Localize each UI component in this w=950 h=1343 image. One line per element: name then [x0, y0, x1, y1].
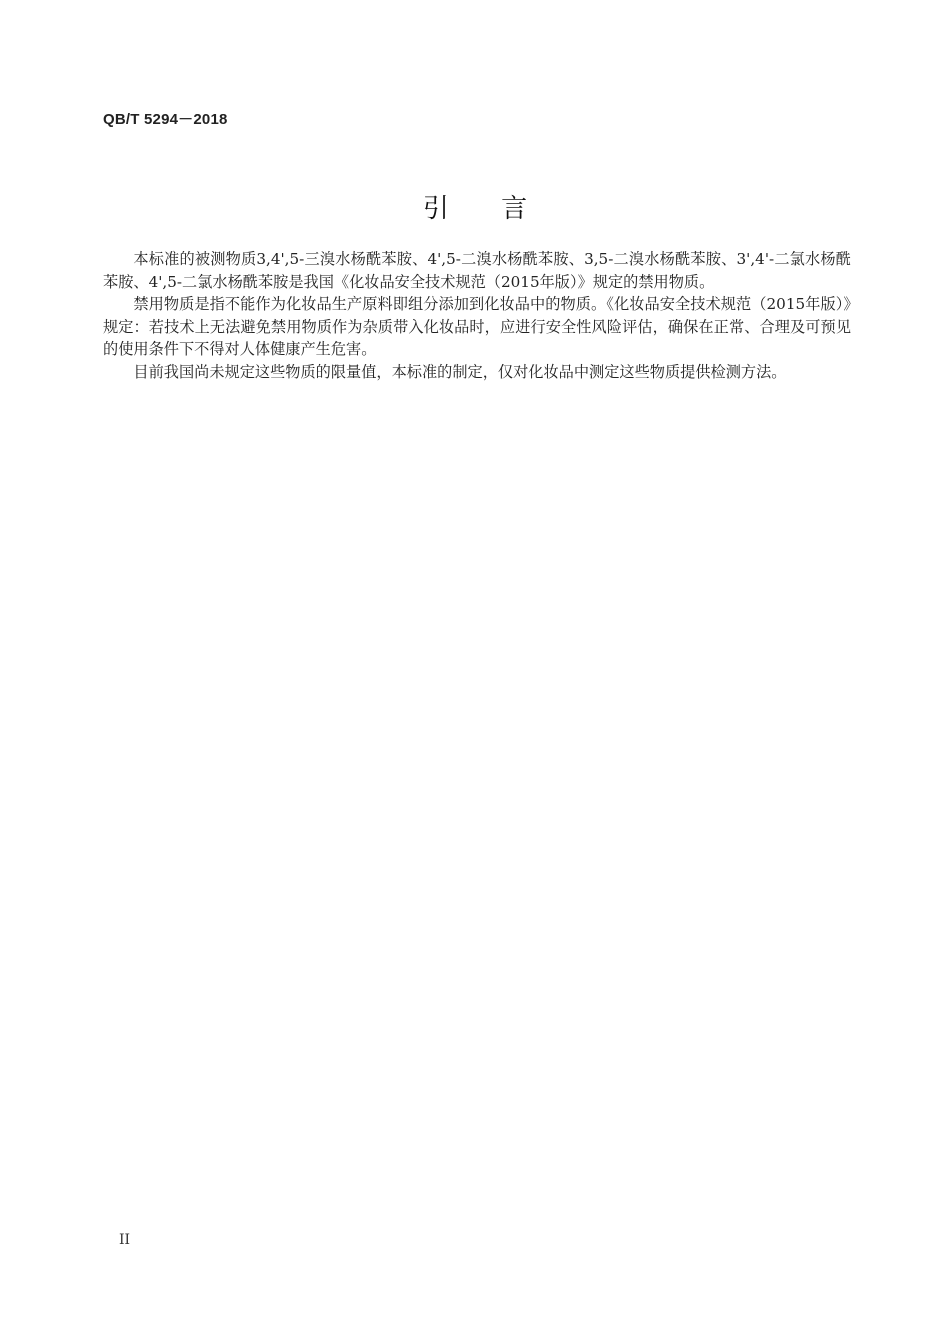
- paragraph-2: 禁用物质是指不能作为化妆品生产原料即组分添加到化妆品中的物质。《化妆品安全技术规范（2015年版）》规定：若技术上无法避免禁用物质作为杂质带入化妆品时，应进行安全性风险评估，确保在正常、合理及可预见的使用条件下不得对人体健康产生危害。: [103, 295, 851, 358]
- paragraph-3: 目前我国尚未规定这些物质的限量值，本标准的制定，仅对化妆品中测定这些物质提供检测方法。: [133, 362, 787, 381]
- section-heading: 引 言: [422, 194, 550, 224]
- standard-code: QB/T 5294－2018: [103, 111, 228, 128]
- paragraph-1: 本标准的被测物质3,4',5-三溴水杨酰苯胺、4',5-二溴水杨酰苯胺、3,5-二溴水杨酰苯胺、3',4'-二氯水杨酰苯胺、4',5-二氯水杨酰苯胺是我国《化妆品安全技术规范（2015年版）》规定的禁用物质。: [103, 250, 851, 291]
- body-text: [103, 248, 851, 383]
- page-number: II: [119, 1232, 131, 1248]
